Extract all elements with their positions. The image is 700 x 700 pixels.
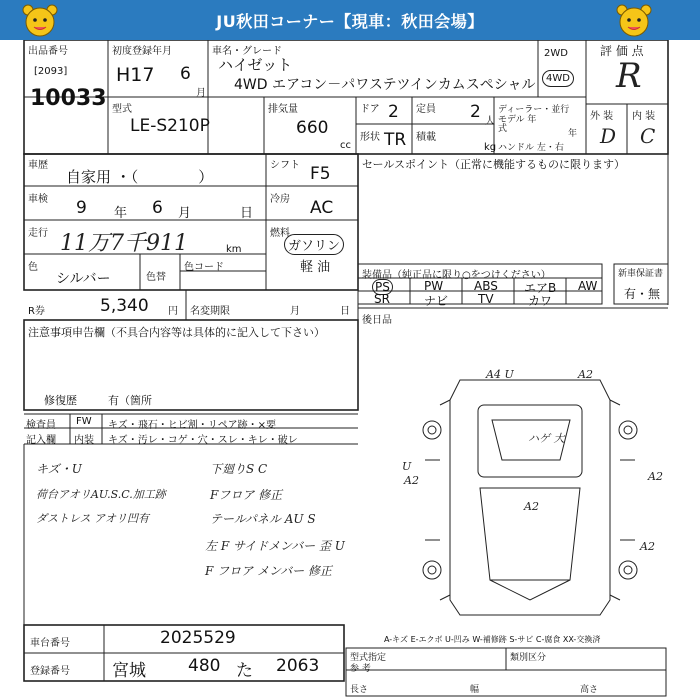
diagram-mark: A2 — [524, 500, 539, 513]
cap-value: 2 — [470, 102, 481, 122]
drive-2wd: 2WD — [544, 48, 568, 59]
ext-label: 外 装 — [590, 111, 614, 122]
shape-value: TR — [384, 130, 407, 150]
fw-label: FW — [76, 416, 92, 427]
door-value: 2 — [388, 102, 399, 122]
diagram-mark: A2 — [648, 470, 663, 483]
cc-unit: cc — [340, 140, 351, 151]
damage-legend: A-キズ E-エクボ U-凹み W-補修跡 S-サビ C-腐食 XX-交換済 — [384, 635, 601, 644]
car-name: ハイゼット — [218, 56, 293, 74]
inspect-year: 9 — [76, 198, 87, 218]
handle-label: ハンドル 左・右 — [498, 143, 564, 153]
equip-pw: PW — [424, 279, 444, 293]
equip-abs: ABS — [474, 279, 498, 293]
km-unit: km — [226, 244, 242, 255]
hw-note: テールパネル AU S — [210, 512, 316, 526]
equip-airbag: エアB — [524, 281, 557, 295]
repair-value: 有（箇所 — [108, 394, 152, 407]
warranty-value: 有・無 — [624, 287, 661, 301]
bear-mascot-icon — [616, 3, 652, 37]
expiry-label: 名変期限 — [190, 306, 230, 317]
plate-label: 登録番号 — [30, 666, 70, 677]
notes-label: 注意事項申告欄（不具合内容等は具体的に記入して下さい） — [28, 326, 325, 339]
hw-note: 荷台アオリAU.S.C.加工跡 — [36, 488, 166, 501]
year-unit: 年 — [568, 129, 578, 139]
mileage-value: 11万7千911 — [60, 231, 188, 256]
record-items: キズ・汚レ・コゲ・穴・スレ・キレ・破レ — [108, 435, 298, 446]
plate-class: 480 — [188, 656, 221, 676]
height-label: 高さ — [580, 685, 599, 695]
fuel-label: 燃料 — [270, 228, 290, 239]
ref-label: 参 考 — [350, 664, 371, 674]
diagram-mark: A4 U — [486, 368, 514, 381]
sheet-grid — [0, 40, 700, 700]
hw-note: 下廻りS C — [210, 462, 268, 476]
cap-label: 定員 — [416, 104, 436, 115]
ext-grade: D — [600, 124, 617, 148]
fuel-diesel: 軽 油 — [300, 260, 331, 275]
kg-unit: kg — [484, 142, 497, 153]
type-cert-label: 型式指定 — [350, 653, 387, 663]
diagram-mark: A2 — [404, 474, 419, 487]
inspect-year-unit: 年 — [114, 206, 128, 221]
check-items: キズ・飛石・ヒビ割・リペア跡・×要 — [108, 420, 276, 431]
lot-label: 出品番号 — [28, 46, 68, 57]
ac-label: 冷房 — [270, 194, 290, 205]
plate-area: 宮城 — [112, 661, 146, 681]
hw-note: 左 F サイドメンバー 歪 U — [205, 539, 345, 553]
hw-note: Fフロア 修正 — [210, 488, 283, 502]
rear-label: 後日品 — [362, 315, 392, 326]
diagram-mark: A2 — [578, 368, 593, 381]
repair-label: 修復歴 — [44, 394, 77, 407]
rating-value: R — [616, 56, 642, 96]
check-label: 検査員 — [26, 420, 56, 431]
recycle-value: 5,340 — [100, 296, 149, 316]
int-grade: C — [640, 124, 656, 148]
equip-tv: TV — [478, 292, 494, 306]
color-label: 色 — [28, 262, 38, 273]
equip-ps: PS — [372, 279, 393, 295]
shift-value: F5 — [310, 164, 331, 184]
int-label: 内 装 — [632, 111, 656, 122]
expiry-month: 月 — [290, 306, 300, 317]
expiry-day: 日 — [340, 306, 350, 317]
shift-label: シフト — [270, 160, 300, 171]
name-label: 車名・グレード — [212, 46, 282, 57]
car-grade: 4WD エアコン－パワステツインカムスペシャル — [234, 77, 536, 93]
diagram-mark: U — [402, 460, 412, 473]
model-label: 型式 — [112, 104, 132, 115]
diagram-mark: A2 — [640, 540, 655, 553]
era-year: H17 — [116, 64, 155, 86]
fuel-gasoline: ガソリン — [284, 234, 344, 255]
dealer-label: ディーラー・並行 — [498, 105, 570, 115]
diagram-mark: ハゲ 大 — [528, 432, 565, 445]
plate-number: 2063 — [276, 656, 320, 676]
auction-sheet — [0, 40, 700, 700]
drive-4wd: 4WD — [542, 70, 574, 87]
equip-sr: SR — [374, 292, 390, 306]
color-value: シルバー — [56, 271, 111, 287]
hw-note: キズ・U — [36, 462, 82, 476]
lot-sub: [2093] — [34, 66, 68, 77]
interior-label: 内装 — [74, 435, 94, 446]
inspect-label: 車検 — [28, 194, 48, 205]
hw-note: ダストレス アオリ凹有 — [36, 512, 150, 525]
record-label: 記入欄 — [26, 435, 56, 446]
car-diagram — [423, 380, 637, 615]
model-year-label: モデル 年式 — [498, 115, 537, 134]
hw-note: F フロア メンバー 修正 — [205, 564, 332, 578]
page-title: JU秋田コーナー【現車：秋田会場】 — [216, 12, 484, 31]
history-value: 自家用 ・（ ） — [66, 168, 214, 186]
yen-unit: 円 — [168, 306, 178, 317]
inspect-month: 6 — [152, 198, 163, 218]
load-label: 積載 — [416, 132, 436, 143]
month-unit: 月 — [196, 88, 206, 99]
plate-kana: た — [236, 661, 253, 681]
mileage-label: 走行 — [28, 228, 48, 239]
shape-label: 形状 — [360, 132, 380, 143]
cap-unit: 人 — [485, 116, 495, 127]
sales-point-label: セールスポイント（正常に機能するものに限ります） — [362, 158, 626, 171]
lot-number: 10033 — [30, 86, 107, 111]
class-label: 類別区分 — [510, 653, 547, 663]
equip-navi: ナビ — [424, 294, 449, 308]
rating-label: 評 価 点 — [600, 44, 644, 58]
door-label: ドア — [360, 104, 380, 115]
reg-year-label: 初度登録年月 — [112, 46, 172, 57]
equip-aw: AW — [578, 279, 598, 293]
reg-month: 6 — [180, 64, 191, 84]
equip-label: 装備品（純正品に限り○をつけください） — [362, 270, 551, 281]
inspect-month-unit: 月 — [178, 206, 192, 221]
length-label: 長さ — [350, 685, 369, 695]
color-code-label: 色コード — [184, 262, 224, 273]
recycle-label: R券 — [28, 306, 45, 317]
equip-leather: カワ — [528, 294, 553, 308]
chassis-value: 2025529 — [160, 628, 236, 648]
disp-label: 排気量 — [268, 104, 298, 115]
model-value: LE-S210P — [130, 116, 210, 136]
color-change-label: 色替 — [146, 272, 166, 283]
chassis-label: 車台番号 — [30, 638, 70, 649]
header-bar — [0, 0, 700, 40]
width-label: 幅 — [470, 685, 480, 695]
ac-value: AC — [310, 198, 334, 218]
disp-value: 660 — [296, 118, 329, 138]
history-label: 車歴 — [28, 160, 48, 171]
warranty-label: 新車保証書 — [618, 269, 664, 279]
inspect-day-unit: 日 — [240, 206, 254, 221]
